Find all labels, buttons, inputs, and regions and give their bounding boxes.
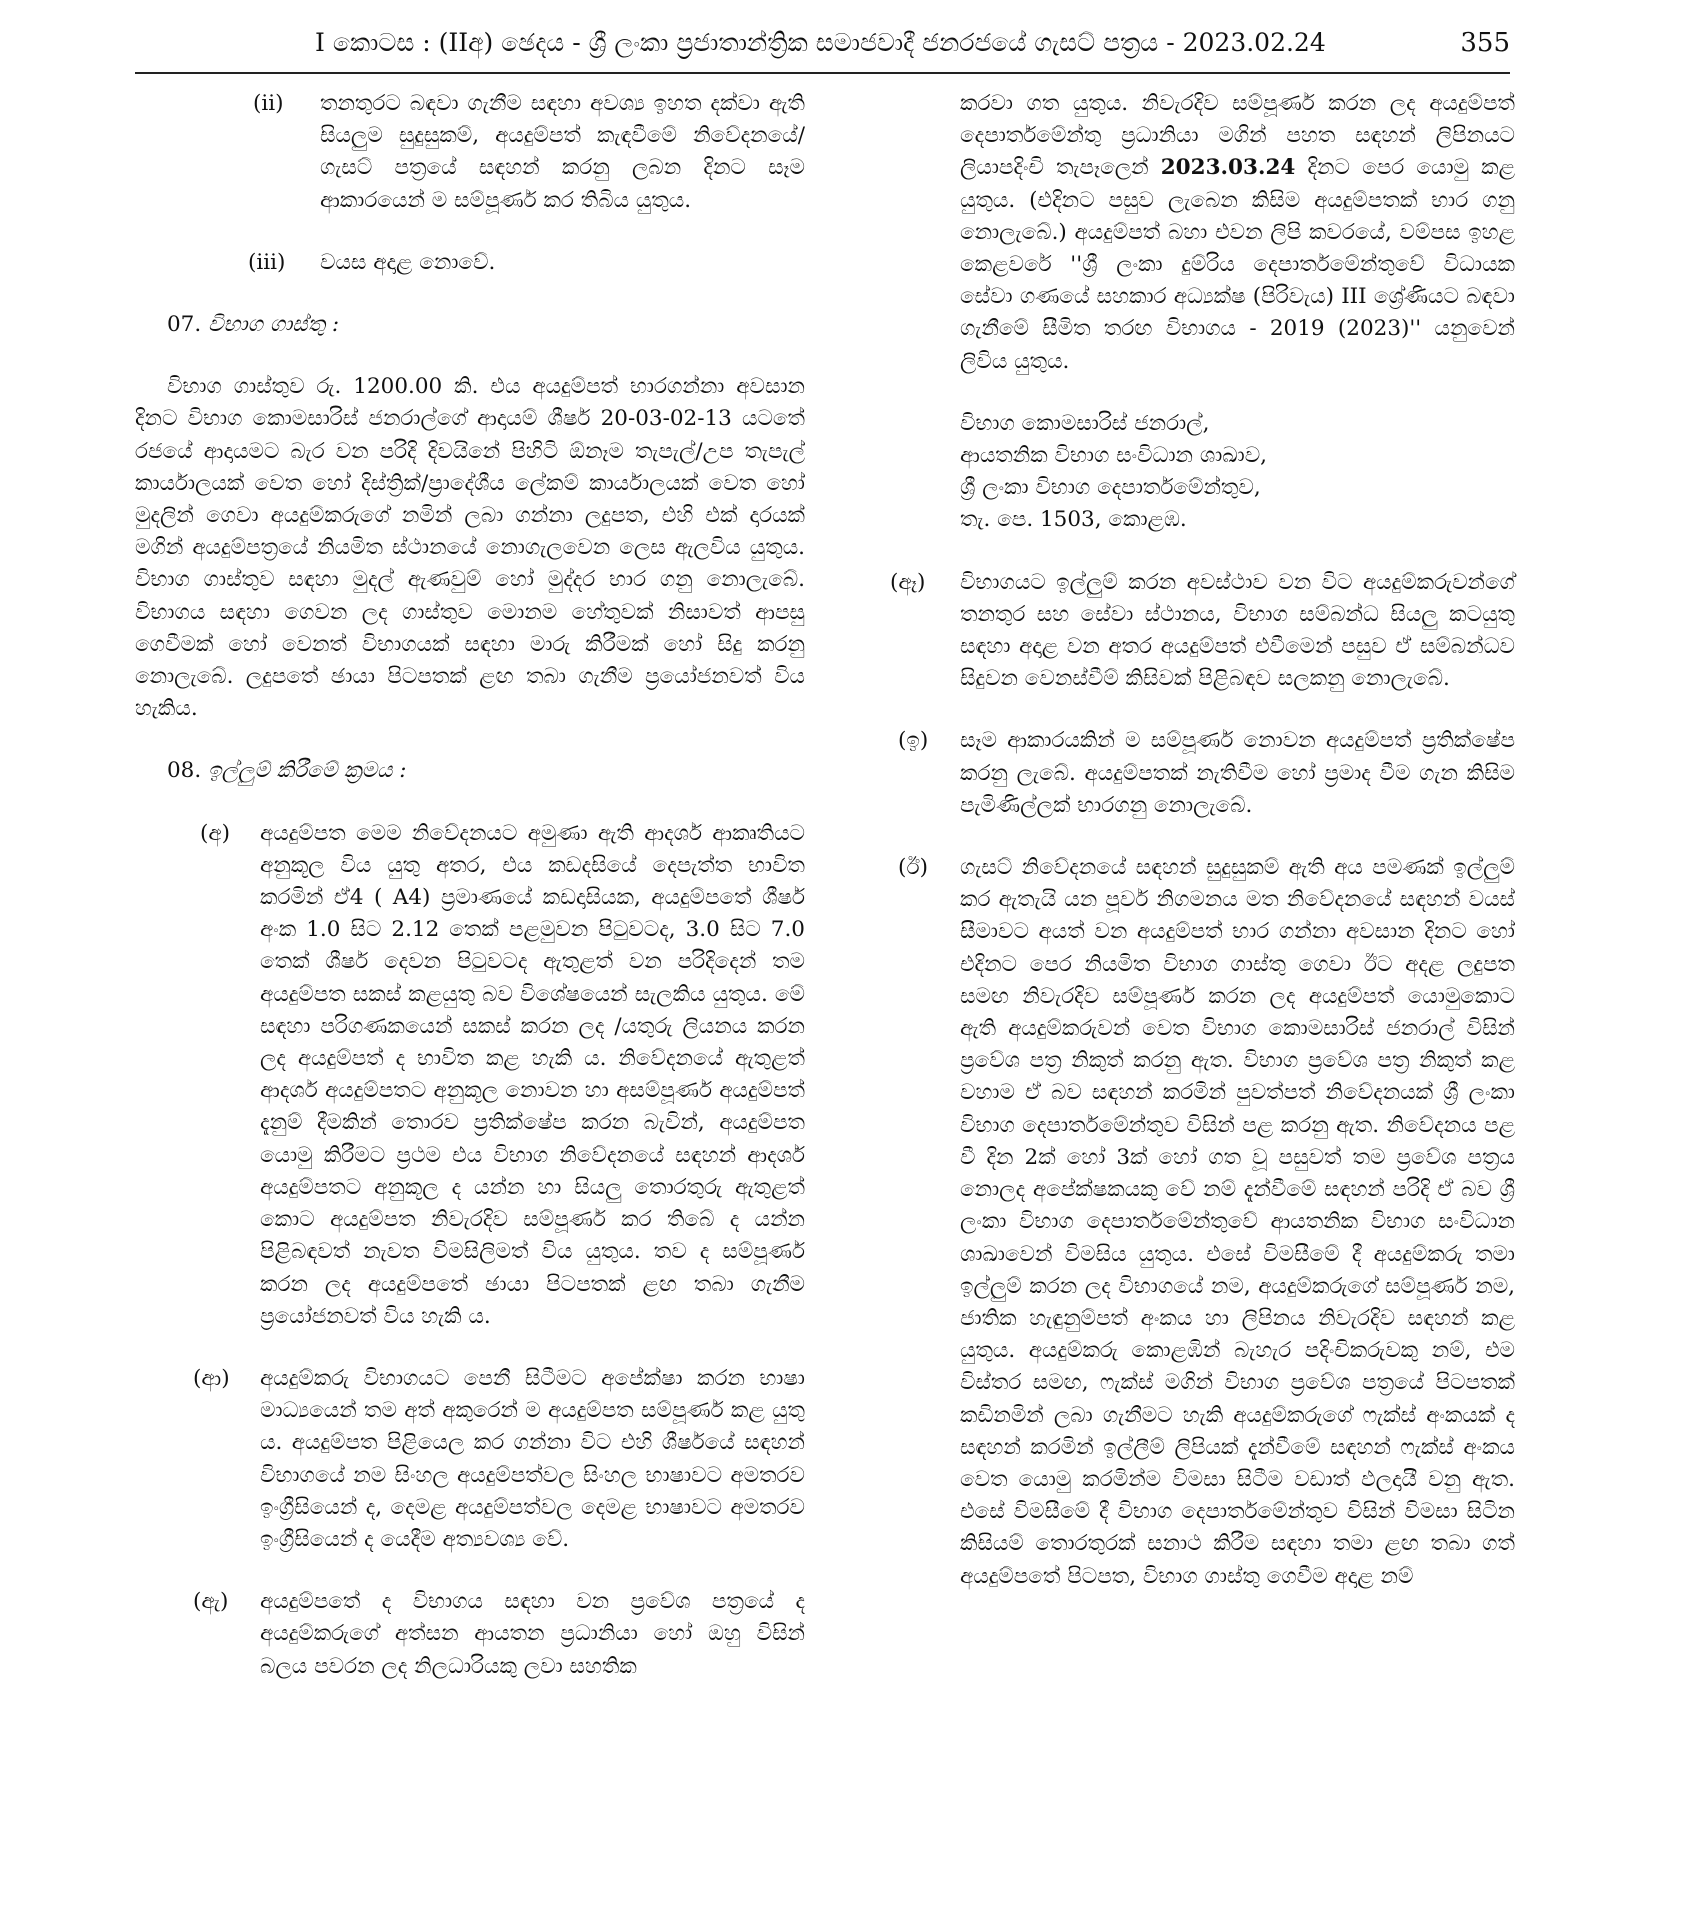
clause-marker: (ii)	[253, 91, 284, 116]
clause-iii	[135, 247, 805, 279]
page-header	[135, 18, 1510, 70]
clause-aa	[135, 1363, 805, 1556]
address-line: ආයතනික විභාග සංවිධාන ශාඛාව,	[960, 443, 1268, 469]
clause-text: විභාගයට ඉල්ලුම් කරන අවස්ථාව වන විට අයදුම්කරුවන්ගේ තනතුර සහ සේවා ස්ථානය, විභාග සම්බන්ධ සියලු කටයුතු සඳහා අදාළ වන අතර අයදුම්පත් එවීමෙන් පසුව ඒ සම්බන්ධව සිදුවන වෙනස්වීම් කිසිවක් පිළිබඳව සලකනු නොලැබේ.	[960, 569, 1515, 692]
clause-ae-right	[890, 567, 1515, 696]
continued-text-before: කරවා ගත යුතුය. නිවැරදිව සම්පූර්ණ කරන ලද අයදුම්පත් දෙපාර්තමේන්තු ප්‍රධානියා මගින් පහත සඳහන් ලිපිනයට ලියාපදිංචි තැපෑලෙන්	[960, 91, 1515, 181]
clause-marker: (අ)	[200, 820, 231, 846]
clause-text: වයස අදාළ නොවේ.	[320, 249, 496, 275]
clause-text: අයදුම්කරු විභාගයට පෙනී සිටීමට අපේක්ෂා කරන භාෂා මාධ්‍යයෙන් තම අත් අකුරෙන් ම අයදුම්පත සම්පූර්ණ කළ යුතු ය. අයදුම්පත පිළියෙල කර ගන්නා විට එහි ශීර්ෂයේ සඳහන් විභාගයේ නම සිංහල අයදුම්පත්වල සිංහල භාෂාවට අමතරව ඉංග්‍රීසියෙන් ද, දෙමළ අයදුම්පත්වල දෙමළ භාෂාවට අමතරව ඉංග්‍රීසියෙන් ද යෙදීම අත්‍යවශ්‍ය වේ.	[260, 1365, 805, 1552]
section-number: 08.	[167, 758, 202, 784]
clause-i	[890, 725, 1515, 822]
section-number: 07.	[167, 312, 202, 338]
continued-text-after: දිනට පෙර යොමු කළ යුතුය. (එදිනට පසුව ලැබෙන කිසිම අයදුම්පතක් භාර ගනු නොලැබේ.) අයදුම්පත් බහා එවන ලිපි කවරයේ, වම්පස ඉහළ කෙළවරේ ''ශ්‍රී ලංකා දුම්රිය දෙපාර්තමේන්තුවේ විධායක සේවා ගණයේ සහකාර අධ්‍යක්ෂ (පිරිවැය) III ශ්‍රේණියට බඳවා ගැනීමේ සීමිත තරඟ විභාගය - 2019 (2023)'' යනුවෙන් ලිවිය යුතුය.	[960, 155, 1515, 374]
page-number: 355	[1460, 28, 1510, 58]
clause-ae	[135, 1586, 805, 1683]
clause-marker: (ඊ)	[898, 855, 928, 881]
section-07-text: විභාග ගාස්තුව රු. 1200.00 කි. එය අයදුම්පත් භාරගන්නා අවසාන දිනට විභාග කොමසාරිස් ජනරාල්ගේ ආදායම් ශීර්ෂ 20-03-02-13 යටතේ රජයේ ආදායමට බැර වන පරිදි දිවයිනේ පිහිටි ඕනෑම තැපැල්/උප තැපැල් කාර්යාලයක් වෙත හෝ දිස්ත්‍රික්/ප්‍රාදේශීය ලේකම් කාර්යාලයක් වෙත හෝ මුදලින් ගෙවා අයදුම්කරුගේ නමින් ලබා ගන්නා ලදුපත, එහි එක් දාරයක් මගින් අයදුම්පත්‍රයේ නියමිත ස්ථානයේ නොගැලවෙන ලෙස ඇලවිය යුතුය. විභාග ගාස්තුව සඳහා මුදල් ඇණවුම් හෝ මුද්දර භාර ගනු නොලැබේ. විභාගය සඳහා ගෙවන ලද ගාස්තුව මොනම හේතුවක් නිසාවත් ආපසු ගෙවීමක් හෝ වෙනත් විභාගයක් සඳහා මාරු කිරීමක් හෝ සිදු කරනු නොලැබේ. ලදුපතේ ඡායා පිටපතක් ළඟ තබා ගැනීම ප්‍රයෝජනවත් විය හැකිය.	[135, 374, 805, 722]
clause-text: අයදුම්පත මෙම නිවේදනයට අමුණා ඇති ආදර්ශ ආකෘතියට අනුකූල විය යුතු අතර, එය කඩදසියේ දෙපැත්ත භාවිත කරමින් ඒ4 ( A4) ප්‍රමාණයේ කඩදාසියක, අයදුම්පතේ ශීර්ෂ අංක 1.0 සිට 2.12 තෙක් පළමුවන පිටුවටද, 3.0 සිට 7.0 තෙක් ශීර්ෂ දෙවන පිටුවටද ඇතුළත් වන පරිදිදෙන් තම අයදුම්පත සකස් කළයුතු බව විශේෂයෙන් සැලකිය යුතුය. මේ සඳහා පරිගණකයෙන් සකස් කරන ලද /යතුරු ලියනය කරන ලද අයදුම්පත් ද භාවිත කළ හැකි ය. නිවේදනයේ ඇතුළත් ආදර්ශ අයදුම්පතට අනුකූල නොවන හා අසම්පූර්ණ අයදුම්පත් දැනුම් දීමකින් තොරව ප්‍රතික්ෂේප කරන බැවින්, අයදුම්පත යොමු කිරීමට ප්‍රථම එය විභාග නිවේදනයේ සඳහන් ආදර්ශ අයදුම්පතට අනුකූල ද යන්න හා සියලු තොරතුරු ඇතුළත් කොට අයදුම්පත නිවැරදිව සම්පූර්ණ කර තිබේ ද යන්න පිළිබඳවත් නැවත විමසිලිමත් විය යුතුය. තව ද සම්පූර්ණ කරන ලද අයදුම්පතේ ඡායා පිටපතක් ළඟ තබා ගැනීම ප්‍රයෝජනවත් විය හැකි ය.	[260, 820, 805, 1329]
clause-marker: (ඇ)	[193, 1589, 229, 1615]
postal-address	[890, 408, 1515, 537]
clause-a	[135, 818, 805, 1333]
clause-text: තනතුරට බඳවා ගැනීම සඳහා අවශ්‍ය ඉහත දක්වා ඇති සියලුම සුදුසුකම්, අයදුම්පත් කැඳවීමේ නිවේදනයේ/ගැසට් පත්‍රයේ සඳහන් කරනු ලබන දිනට සෑම ආකාරයෙන් ම සම්පූර්ණ කර තිබිය යුතුය.	[320, 91, 805, 213]
address-line: ශ්‍රී ලංකා විභාග දෙපාර්තමේන්තුව,	[960, 475, 1261, 501]
header-rule	[135, 72, 1510, 74]
deadline-date: 2023.03.24	[1160, 155, 1296, 181]
section-08-heading	[135, 755, 805, 787]
section-title: ඉල්ලුම් කිරීමේ ක්‍රමය :	[208, 758, 407, 784]
clause-text: අයදුම්පතේ ද විභාගය සඳහා වන ප්‍රවේශ පත්‍රයේ ද අයදුම්කරුගේ අත්සන ආයතන ප්‍රධානියා හෝ ඔහු විසින් බලය පවරන ලද නිලධාරියකු ලවා සහතික	[260, 1589, 805, 1679]
section-title: විභාග ගාස්තු :	[208, 312, 340, 338]
clause-marker: (ආ)	[193, 1365, 230, 1391]
clause-ii	[135, 88, 805, 217]
clause-ae-continued	[890, 88, 1515, 378]
clause-text: සෑම ආකාරයකින් ම සම්පූර්ණ නොවන අයදුම්පත් ප්‍රතික්ෂේප කරනු ලැබේ. අයදුම්පතක් නැතිවීම හෝ ප්‍රමාද වීම ගැන කිසිම පැමිණිල්ලක් භාරගනු නොලැබේ.	[960, 728, 1515, 818]
clause-marker: (ඈ)	[890, 569, 926, 595]
gazette-header-title: I කොටස : (IIඅ) ඡෙදය - ශ්‍රී ලංකා ප්‍රජාතාන්ත්‍රික සමාජවාදී ජනරජයේ ගැසට් පත්‍රය - 2023.02.24	[315, 28, 1326, 57]
right-column	[890, 88, 1515, 1593]
section-07-heading	[135, 309, 805, 341]
left-column	[135, 88, 805, 1683]
address-line: විභාග කොමසාරිස් ජනරාල්,	[960, 410, 1210, 436]
address-line: තැ. පෙ. 1503, කොළඹ.	[960, 507, 1187, 533]
clause-ii-right	[890, 852, 1515, 1593]
clause-marker: (iii)	[248, 249, 286, 275]
clause-text: ගැසට් නිවේදනයේ සඳහන් සුදුසුකම් ඇති අය පමණක් ඉල්ලුම් කර ඇතැයි යන පූර්ව නිගමනය මත නිවේදනයේ සඳහන් වයස් සීමාවට අයත් වන අයදුම්පත් භාර ගන්නා අවසාන දිනට හෝ එදිනට පෙර නියමිත විභාග ගාස්තු ගෙවා ඊට අදළ ලදුපත සමඟ නිවැරදිව සම්පූර්ණ කරන ලද අයදුම්පත් යොමුකොට ඇති අයදුම්කරුවන් වෙත විභාග කොමසාරිස් ජනරාල් විසින් ප්‍රවේශ පත්‍ර නිකුත් කරනු ඇත. විභාග ප්‍රවේශ පත්‍ර නිකුත් කළ වහාම ඒ බව සඳහන් කරමින් පුවත්පත් නිවේදනයක් ශ්‍රී ලංකා විභාග දෙපාර්තමේන්තුව විසින් පළ කරනු ඇත. නිවේදනය පළ වී දින 2ක් හෝ 3ක් හෝ ගත වූ පසුවත් තම ප්‍රවේශ පත්‍රය නොලද අපේක්ෂකයකු වේ නම් දැන්වීමේ සඳහන් පරිදි ඒ බව ශ්‍රී ලංකා විභාග දෙපාර්තමේන්තුවේ ආයතනික විභාග සංවිධාන ශාඛාවෙන් විමසිය යුතුය. එසේ විමසීමේ දී අයදුම්කරු තමා ඉල්ලුම් කරන ලද විභාගයේ නම, අයදුම්කරුගේ සම්පූර්ණ නම, ජාතික හැඳුනුම්පත් අංකය හා ලිපිනය නිවැරදිව සඳහන් කළ යුතුය. අයදුම්කරු කොළඹින් බැහැර පදිංචිකරුවකු නම්, එම විස්තර සමඟ, ෆැක්ස් මගින් විභාග ප්‍රවේශ පත්‍රයේ පිටපතක් කඩිනමින් ලබා ගැනීමට හැකි අයදුම්කරුගේ ෆැක්ස් අංකයක් ද සඳහන් කරමින් ඉල්ලීම් ලිපියක් දැන්වීමේ සඳහන් ෆැක්ස් අංකය වෙත යොමු කරමින්ම විමසා සිටීම වඩාත් ඵලදායී වනු ඇත. එසේ විමසීමේ දී විභාග දෙපාර්තමේන්තුව විසින් විමසා සිටින කිසියම් තොරතුරක් සනාථ කිරීම සඳහා තමා ළඟ තබා ගත් අයදුම්පතේ පිටපත, විභාග ගාස්තු ගෙවීම අදාළ නම්	[960, 855, 1515, 1589]
clause-marker: (ඉ)	[898, 728, 929, 754]
